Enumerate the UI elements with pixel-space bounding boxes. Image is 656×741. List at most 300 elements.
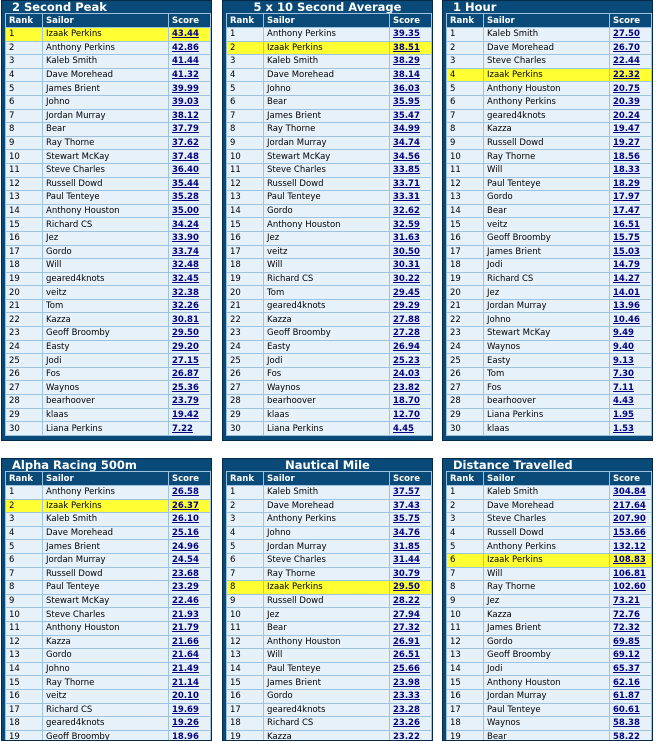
sailor-name: veitz — [43, 689, 169, 703]
sailor-name: Waynos — [484, 717, 610, 731]
score-link[interactable]: 27.28 — [390, 327, 432, 341]
rank-cell: 15 — [6, 218, 43, 232]
sailor-name: Johno — [43, 662, 169, 676]
rank-cell: 16 — [6, 231, 43, 245]
score-link[interactable]: 39.99 — [169, 82, 211, 96]
score-link[interactable]: 37.43 — [390, 499, 432, 513]
score-link[interactable]: 13.96 — [610, 299, 652, 313]
score-link[interactable]: 153.66 — [610, 526, 652, 540]
rank-cell: 8 — [447, 581, 484, 595]
score-link[interactable]: 32.45 — [169, 272, 211, 286]
sailor-name: Tom — [43, 299, 169, 313]
score-link[interactable]: 15.75 — [610, 231, 652, 245]
score-link[interactable]: 25.66 — [390, 662, 432, 676]
rank-cell: 6 — [227, 553, 264, 567]
sailor-name: Anthony Perkins — [484, 540, 610, 554]
score-link[interactable]: 38.14 — [390, 68, 432, 82]
score-link[interactable]: 33.71 — [390, 177, 432, 191]
table-row — [447, 191, 652, 205]
score-link[interactable]: 14.01 — [610, 286, 652, 300]
score-link[interactable]: 41.44 — [169, 55, 211, 69]
sailor-name: Izaak Perkins — [484, 68, 610, 82]
score-link[interactable]: 18.33 — [610, 163, 652, 177]
rank-cell: 19 — [447, 730, 484, 741]
score-link[interactable]: 19.27 — [610, 136, 652, 150]
score-link[interactable]: 29.45 — [390, 286, 432, 300]
score-link[interactable]: 38.51 — [390, 41, 432, 55]
rank-cell: 3 — [6, 513, 43, 527]
table-row — [6, 354, 211, 368]
sailor-name: Jez — [264, 608, 390, 622]
leaderboard-table — [446, 471, 652, 741]
rank-cell: 18 — [447, 259, 484, 273]
panel-title: 1 Hour — [453, 0, 497, 14]
score-link[interactable]: 23.68 — [169, 567, 211, 581]
table-row — [227, 340, 432, 354]
panel-title: Alpha Racing 500m — [12, 458, 137, 472]
score-link[interactable]: 62.16 — [610, 676, 652, 690]
score-link[interactable]: 69.85 — [610, 635, 652, 649]
table-row — [6, 689, 211, 703]
score-link[interactable]: 34.74 — [390, 136, 432, 150]
rank-cell: 8 — [447, 123, 484, 137]
score-link[interactable]: 4.43 — [610, 395, 652, 409]
sailor-name: Will — [484, 567, 610, 581]
score-link[interactable]: 41.32 — [169, 68, 211, 82]
score-link[interactable]: 36.40 — [169, 163, 211, 177]
score-link[interactable]: 31.44 — [390, 553, 432, 567]
score-link[interactable]: 58.38 — [610, 717, 652, 731]
score-link[interactable]: 106.81 — [610, 567, 652, 581]
score-link[interactable]: 32.38 — [169, 286, 211, 300]
sailor-column-header: Sailor — [264, 472, 390, 486]
table-row — [6, 41, 211, 55]
sailor-name: Liana Perkins — [484, 408, 610, 422]
sailor-name: Dave Morehead — [264, 68, 390, 82]
table-row — [6, 662, 211, 676]
sailor-name: Anthony Houston — [43, 621, 169, 635]
rank-cell: 22 — [227, 313, 264, 327]
score-link[interactable]: 21.93 — [169, 608, 211, 622]
rank-cell: 10 — [447, 150, 484, 164]
score-link[interactable]: 24.03 — [390, 367, 432, 381]
score-link[interactable]: 29.50 — [390, 581, 432, 595]
table-row — [227, 567, 432, 581]
score-link[interactable]: 18.70 — [390, 395, 432, 409]
table-row — [6, 245, 211, 259]
score-link[interactable]: 108.83 — [610, 553, 652, 567]
score-link[interactable]: 7.22 — [169, 422, 211, 436]
score-link[interactable]: 43.44 — [169, 28, 211, 42]
header-row — [227, 472, 432, 486]
score-link[interactable]: 19.26 — [169, 717, 211, 731]
score-link[interactable]: 32.59 — [390, 218, 432, 232]
sailor-column-header: Sailor — [484, 14, 610, 28]
score-link[interactable]: 21.49 — [169, 662, 211, 676]
score-column-header: Score — [610, 14, 652, 28]
sailor-name: Steve Charles — [484, 55, 610, 69]
score-link[interactable]: 14.27 — [610, 272, 652, 286]
leaderboard-nautical-mile — [222, 458, 433, 741]
table-row — [227, 136, 432, 150]
score-link[interactable]: 20.24 — [610, 109, 652, 123]
table-row — [227, 703, 432, 717]
score-link[interactable]: 37.62 — [169, 136, 211, 150]
score-link[interactable]: 65.37 — [610, 662, 652, 676]
score-link[interactable]: 23.26 — [390, 717, 432, 731]
sailor-name: James Brient — [484, 245, 610, 259]
table-row — [6, 123, 211, 137]
table-row — [227, 218, 432, 232]
sailor-name: Paul Tenteye — [43, 191, 169, 205]
score-link[interactable]: 4.45 — [390, 422, 432, 436]
table-row — [227, 594, 432, 608]
table-row — [6, 717, 211, 731]
table-row — [6, 553, 211, 567]
score-link[interactable]: 31.85 — [390, 540, 432, 554]
score-link[interactable]: 25.36 — [169, 381, 211, 395]
rank-cell: 13 — [6, 191, 43, 205]
score-link[interactable]: 16.51 — [610, 218, 652, 232]
score-link[interactable]: 32.48 — [169, 259, 211, 273]
table-row — [6, 28, 211, 42]
score-link[interactable]: 10.46 — [610, 313, 652, 327]
rank-cell: 9 — [6, 136, 43, 150]
leaderboard-1-hour — [442, 0, 653, 441]
table-row — [227, 367, 432, 381]
table-row — [227, 109, 432, 123]
sailor-name: Steve Charles — [484, 513, 610, 527]
score-link[interactable]: 26.37 — [169, 499, 211, 513]
score-link[interactable]: 60.61 — [610, 703, 652, 717]
rank-cell: 11 — [227, 621, 264, 635]
score-link[interactable]: 35.95 — [390, 95, 432, 109]
leaderboard-5-x-10-second-average — [222, 0, 433, 441]
score-link[interactable]: 19.42 — [169, 408, 211, 422]
score-link[interactable]: 69.12 — [610, 649, 652, 663]
score-link[interactable]: 17.97 — [610, 191, 652, 205]
table-row — [447, 340, 652, 354]
sailor-name: geared4knots — [484, 109, 610, 123]
rank-cell: 30 — [6, 422, 43, 436]
score-link[interactable]: 73.21 — [610, 594, 652, 608]
header-row — [447, 472, 652, 486]
score-link[interactable]: 21.79 — [169, 621, 211, 635]
score-link[interactable]: 23.22 — [390, 730, 432, 741]
score-link[interactable]: 39.03 — [169, 95, 211, 109]
table-row — [447, 55, 652, 69]
score-link[interactable]: 17.47 — [610, 204, 652, 218]
table-row — [227, 55, 432, 69]
rank-cell: 17 — [6, 245, 43, 259]
rank-cell: 25 — [6, 354, 43, 368]
score-link[interactable]: 34.99 — [390, 123, 432, 137]
score-link[interactable]: 207.90 — [610, 513, 652, 527]
score-link[interactable]: 31.63 — [390, 231, 432, 245]
sailor-name: Jordan Murray — [43, 109, 169, 123]
sailor-column-header: Sailor — [264, 14, 390, 28]
sailor-name: Gordo — [484, 191, 610, 205]
score-link[interactable]: 132.12 — [610, 540, 652, 554]
rank-cell: 10 — [227, 608, 264, 622]
score-link[interactable]: 25.23 — [390, 354, 432, 368]
rank-cell: 18 — [447, 717, 484, 731]
score-link[interactable]: 14.79 — [610, 259, 652, 273]
score-link[interactable]: 1.95 — [610, 408, 652, 422]
rank-cell: 4 — [227, 68, 264, 82]
rank-cell: 10 — [6, 608, 43, 622]
table-row — [227, 526, 432, 540]
score-link[interactable]: 42.86 — [169, 41, 211, 55]
table-row — [6, 109, 211, 123]
score-link[interactable]: 33.74 — [169, 245, 211, 259]
table-row — [227, 649, 432, 663]
score-column-header: Score — [390, 14, 432, 28]
score-link[interactable]: 37.79 — [169, 123, 211, 137]
score-link[interactable]: 21.14 — [169, 676, 211, 690]
score-link[interactable]: 37.48 — [169, 150, 211, 164]
score-link[interactable]: 34.76 — [390, 526, 432, 540]
score-link[interactable]: 72.76 — [610, 608, 652, 622]
score-link[interactable]: 28.22 — [390, 594, 432, 608]
score-link[interactable]: 19.47 — [610, 123, 652, 137]
sailor-name: Kazza — [484, 608, 610, 622]
score-column-header: Score — [169, 14, 211, 28]
score-link[interactable]: 35.44 — [169, 177, 211, 191]
sailor-name: Izaak Perkins — [43, 28, 169, 42]
score-link[interactable]: 72.32 — [610, 621, 652, 635]
table-row — [447, 259, 652, 273]
rank-cell: 13 — [227, 191, 264, 205]
rank-cell: 6 — [227, 95, 264, 109]
score-link[interactable]: 33.31 — [390, 191, 432, 205]
sailor-name: geared4knots — [264, 299, 390, 313]
score-link[interactable]: 21.64 — [169, 649, 211, 663]
rank-cell: 26 — [227, 367, 264, 381]
score-link[interactable]: 26.87 — [169, 367, 211, 381]
score-link[interactable]: 23.79 — [169, 395, 211, 409]
score-link[interactable]: 20.10 — [169, 689, 211, 703]
rank-cell: 6 — [447, 95, 484, 109]
score-link[interactable]: 30.79 — [390, 567, 432, 581]
score-link[interactable]: 7.30 — [610, 367, 652, 381]
rank-cell: 15 — [447, 676, 484, 690]
rank-cell: 16 — [447, 231, 484, 245]
score-link[interactable]: 102.60 — [610, 581, 652, 595]
score-link[interactable]: 26.10 — [169, 513, 211, 527]
sailor-name: Stewart McKay — [484, 327, 610, 341]
score-link[interactable]: 30.81 — [169, 313, 211, 327]
score-link[interactable]: 32.62 — [390, 204, 432, 218]
score-link[interactable]: 29.50 — [169, 327, 211, 341]
table-row — [6, 499, 211, 513]
sailor-name: Kaleb Smith — [484, 28, 610, 42]
score-link[interactable]: 12.70 — [390, 408, 432, 422]
table-row — [227, 191, 432, 205]
rank-cell: 14 — [227, 204, 264, 218]
sailor-name: James Brient — [484, 621, 610, 635]
rank-cell: 29 — [227, 408, 264, 422]
score-link[interactable]: 33.85 — [390, 163, 432, 177]
score-link[interactable]: 24.96 — [169, 540, 211, 554]
score-link[interactable]: 24.54 — [169, 553, 211, 567]
sailor-name: Richard CS — [43, 703, 169, 717]
table-row — [6, 730, 211, 741]
score-link[interactable]: 35.00 — [169, 204, 211, 218]
rank-cell: 20 — [447, 286, 484, 300]
score-link[interactable]: 36.03 — [390, 82, 432, 96]
score-link[interactable]: 29.29 — [390, 299, 432, 313]
sailor-name: Dave Morehead — [43, 526, 169, 540]
rank-cell: 7 — [6, 567, 43, 581]
score-link[interactable]: 29.20 — [169, 340, 211, 354]
score-link[interactable]: 9.40 — [610, 340, 652, 354]
score-link[interactable]: 25.16 — [169, 526, 211, 540]
score-link[interactable]: 22.46 — [169, 594, 211, 608]
rank-cell: 11 — [447, 163, 484, 177]
score-link[interactable]: 217.64 — [610, 499, 652, 513]
table-row — [227, 163, 432, 177]
score-link[interactable]: 304.84 — [610, 486, 652, 500]
rank-cell: 7 — [447, 109, 484, 123]
sailor-name: Geoff Broomby — [43, 327, 169, 341]
sailor-name: Jez — [264, 231, 390, 245]
leaderboard-alpha-racing-500m — [1, 458, 212, 741]
sailor-name: Geoff Broomby — [43, 730, 169, 741]
table-row — [447, 136, 652, 150]
sailor-name: Russell Dowd — [264, 594, 390, 608]
score-link[interactable]: 27.32 — [390, 621, 432, 635]
score-link[interactable]: 30.50 — [390, 245, 432, 259]
table-row — [6, 367, 211, 381]
score-link[interactable]: 9.49 — [610, 327, 652, 341]
score-link[interactable]: 23.29 — [169, 581, 211, 595]
table-row — [227, 381, 432, 395]
rank-cell: 1 — [227, 486, 264, 500]
table-row — [227, 408, 432, 422]
sailor-name: Kazza — [43, 635, 169, 649]
score-link[interactable]: 32.26 — [169, 299, 211, 313]
table-row — [447, 367, 652, 381]
table-row — [6, 286, 211, 300]
score-link[interactable]: 26.58 — [169, 486, 211, 500]
table-row — [447, 581, 652, 595]
sailor-name: Waynos — [43, 381, 169, 395]
score-link[interactable]: 23.28 — [390, 703, 432, 717]
score-link[interactable]: 22.32 — [610, 68, 652, 82]
rank-cell: 18 — [227, 717, 264, 731]
rank-cell: 11 — [447, 621, 484, 635]
score-link[interactable]: 58.22 — [610, 730, 652, 741]
score-link[interactable]: 61.87 — [610, 689, 652, 703]
score-link[interactable]: 9.13 — [610, 354, 652, 368]
score-link[interactable]: 20.75 — [610, 82, 652, 96]
sailor-name: Kaleb Smith — [484, 486, 610, 500]
score-link[interactable]: 19.69 — [169, 703, 211, 717]
sailor-name: Bear — [43, 123, 169, 137]
leaderboard-table — [5, 471, 211, 741]
score-link[interactable]: 18.29 — [610, 177, 652, 191]
score-link[interactable]: 27.94 — [390, 608, 432, 622]
score-link[interactable]: 21.66 — [169, 635, 211, 649]
score-link[interactable]: 34.24 — [169, 218, 211, 232]
score-link[interactable]: 33.90 — [169, 231, 211, 245]
sailor-name: Steve Charles — [264, 553, 390, 567]
table-row — [227, 730, 432, 741]
table-row — [6, 299, 211, 313]
rank-cell: 17 — [447, 703, 484, 717]
score-link[interactable]: 7.11 — [610, 381, 652, 395]
score-link[interactable]: 18.96 — [169, 730, 211, 741]
table-row — [447, 163, 652, 177]
table-row — [6, 177, 211, 191]
sailor-name: Easty — [43, 340, 169, 354]
sailor-name: Ray Thorne — [484, 581, 610, 595]
sailor-name: Jez — [43, 231, 169, 245]
table-row — [227, 177, 432, 191]
sailor-name: Russell Dowd — [264, 177, 390, 191]
sailor-name: Ray Thorne — [43, 136, 169, 150]
score-link[interactable]: 27.15 — [169, 354, 211, 368]
score-link[interactable]: 26.91 — [390, 635, 432, 649]
score-link[interactable]: 38.12 — [169, 109, 211, 123]
sailor-name: Anthony Perkins — [43, 486, 169, 500]
rank-cell: 14 — [6, 662, 43, 676]
table-row — [447, 286, 652, 300]
score-link[interactable]: 34.56 — [390, 150, 432, 164]
sailor-name: Bear — [484, 730, 610, 741]
rank-cell: 3 — [6, 55, 43, 69]
sailor-name: bearhoover — [264, 395, 390, 409]
score-link[interactable]: 27.50 — [610, 28, 652, 42]
table-row — [6, 676, 211, 690]
score-link[interactable]: 26.94 — [390, 340, 432, 354]
score-link[interactable]: 30.31 — [390, 259, 432, 273]
score-link[interactable]: 38.29 — [390, 55, 432, 69]
score-link[interactable]: 23.33 — [390, 689, 432, 703]
rank-cell: 4 — [447, 526, 484, 540]
sailor-name: Paul Tenteye — [484, 177, 610, 191]
score-link[interactable]: 23.98 — [390, 676, 432, 690]
table-row — [447, 123, 652, 137]
score-link[interactable]: 26.70 — [610, 41, 652, 55]
sailor-name: Kaleb Smith — [264, 486, 390, 500]
score-link[interactable]: 37.57 — [390, 486, 432, 500]
sailor-name: Johno — [264, 526, 390, 540]
sailor-column-header: Sailor — [43, 472, 169, 486]
table-row — [447, 408, 652, 422]
sailor-name: Tom — [484, 367, 610, 381]
score-link[interactable]: 20.39 — [610, 95, 652, 109]
rank-cell: 12 — [447, 635, 484, 649]
score-link[interactable]: 15.03 — [610, 245, 652, 259]
score-link[interactable]: 22.44 — [610, 55, 652, 69]
sailor-name: Gordo — [43, 245, 169, 259]
score-link[interactable]: 27.88 — [390, 313, 432, 327]
score-link[interactable]: 35.75 — [390, 513, 432, 527]
score-link[interactable]: 30.22 — [390, 272, 432, 286]
score-link[interactable]: 26.51 — [390, 649, 432, 663]
score-link[interactable]: 1.53 — [610, 422, 652, 436]
rank-cell: 27 — [447, 381, 484, 395]
rank-cell: 1 — [6, 486, 43, 500]
score-link[interactable]: 35.47 — [390, 109, 432, 123]
score-link[interactable]: 23.82 — [390, 381, 432, 395]
score-link[interactable]: 35.28 — [169, 191, 211, 205]
score-link[interactable]: 39.35 — [390, 28, 432, 42]
score-link[interactable]: 18.56 — [610, 150, 652, 164]
sailor-name: Izaak Perkins — [43, 499, 169, 513]
